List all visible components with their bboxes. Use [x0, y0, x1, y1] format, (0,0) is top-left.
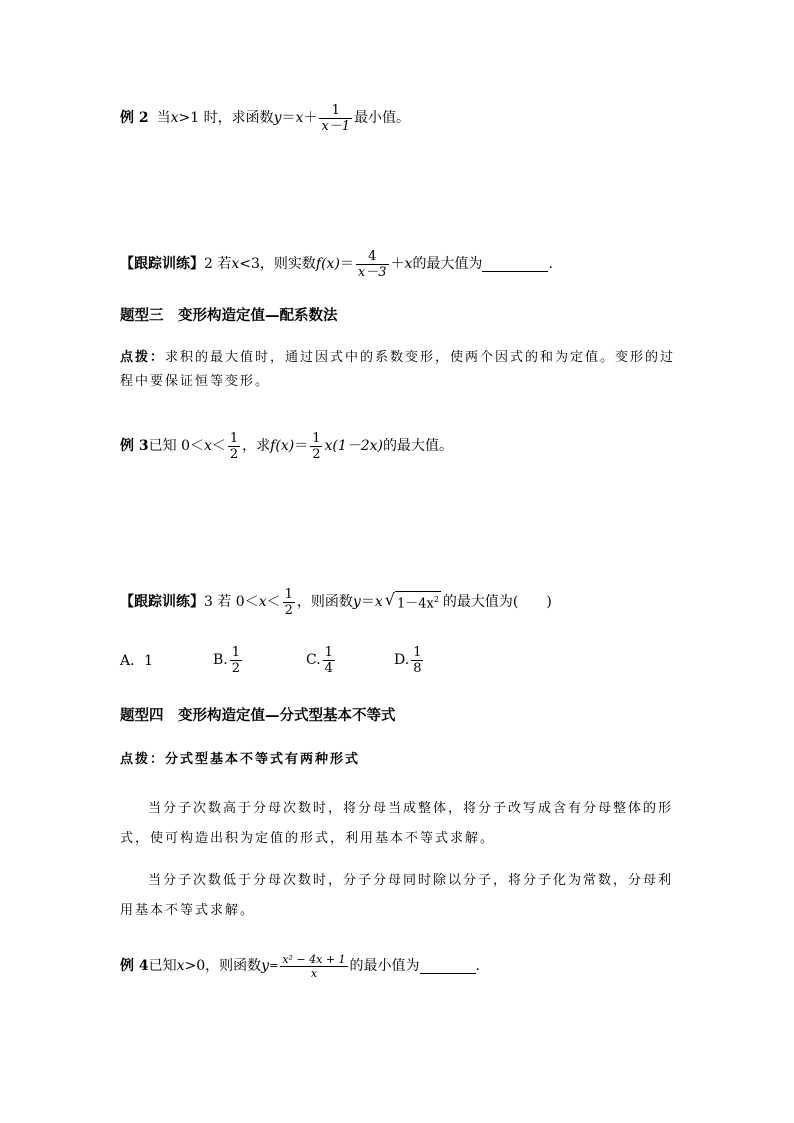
var-y: y	[261, 958, 270, 974]
example-2-text: >1 时，求函数	[178, 110, 274, 126]
example-4-label: 例 4	[120, 958, 149, 974]
square-root	[385, 591, 441, 612]
radical-sign-icon: √	[384, 590, 395, 610]
example-3-label: 例 3	[120, 438, 149, 454]
paragraph-1: 当分子次数高于分母次数时，将分母当成整体，将分子改写成含有分母整体的形式，使可构造出积为定值的形式，利用基本不等式求解。	[120, 801, 674, 846]
example-2-text: 最小值。	[354, 110, 411, 126]
numerator: 1	[413, 644, 422, 660]
tip-label: 点拨：	[120, 752, 166, 767]
example-4	[120, 944, 684, 988]
denominator: 2	[312, 446, 321, 462]
answer-blank[interactable]	[420, 959, 476, 974]
choice-label: B.	[213, 652, 228, 668]
example-2-text: 当	[156, 110, 171, 126]
exercise-text: ，则函数	[296, 594, 353, 610]
numerator: 1	[231, 644, 241, 660]
exercise-text: 3 若 0＜	[204, 594, 259, 610]
radicand: $1-4x^2$	[395, 591, 441, 612]
plus-sign: ＋	[390, 256, 405, 272]
function-fx: f(x)	[270, 438, 295, 454]
example-2	[120, 96, 684, 140]
numerator: 4	[368, 248, 377, 264]
fraction	[411, 645, 423, 676]
example-4-text: 的最小值为	[349, 958, 420, 974]
choice-label: D.	[394, 652, 410, 668]
exercise-text: 的最大值为( )	[442, 594, 552, 610]
denominator: 2	[229, 446, 239, 462]
choice-a[interactable]	[120, 640, 153, 680]
paragraph-2: 当分子次数低于分母次数时，分子分母同时除以分子，将分子化为常数，分母利用基本不等式求解。	[120, 873, 674, 918]
denominator: 2	[284, 602, 293, 618]
var-x: x	[374, 594, 383, 610]
example-2-label: 例 2	[120, 110, 149, 126]
denominator: 2	[231, 660, 241, 676]
exercise-text: 的最大值为	[412, 256, 483, 272]
example-4-text: 已知	[148, 958, 177, 974]
equals-sign: ＝	[294, 438, 309, 454]
tip-paragraph	[120, 346, 682, 394]
var-y: y	[352, 594, 361, 610]
equals-sign: ＝	[360, 594, 375, 610]
tracking-exercise-2	[120, 242, 684, 286]
fraction	[310, 431, 322, 462]
less-than: ＜	[266, 594, 281, 610]
var-x: x	[176, 958, 185, 974]
choice-d[interactable]	[394, 640, 425, 680]
fraction	[323, 645, 335, 676]
choice-c[interactable]	[306, 640, 337, 680]
var-y: y	[273, 110, 282, 126]
less-than: ＜	[211, 438, 226, 454]
exercise-text: 2 若	[204, 256, 232, 272]
numerator: 1	[284, 586, 293, 602]
denominator: x	[310, 966, 318, 980]
numerator: 1	[312, 430, 321, 446]
period: .	[548, 256, 553, 272]
choice-b[interactable]	[213, 640, 244, 680]
fraction	[319, 103, 352, 134]
choice-label: A．1	[120, 653, 154, 669]
numerator: x² − 4x + 1	[282, 952, 346, 966]
numerator: 1	[324, 644, 333, 660]
section-heading-type-3: 题型三 变形构造定值—配系数法	[120, 308, 338, 324]
exercise-text: <3，则实数	[239, 256, 316, 272]
period: .	[475, 958, 480, 974]
numerator: 1	[331, 102, 340, 118]
equals-sign: =	[269, 959, 279, 972]
denominator: x－3	[357, 264, 387, 280]
answer-blank[interactable]	[482, 257, 548, 272]
example-3-text: 的最大值。	[383, 438, 453, 454]
fraction	[280, 953, 347, 980]
var-x: x	[295, 110, 304, 126]
tip-label: 点拨：	[120, 350, 166, 365]
tracking-exercise-3	[120, 580, 684, 624]
example-3-text: 已知 0＜	[148, 438, 204, 454]
tracking-label: 【跟踪训练】	[120, 594, 204, 610]
example-4-text: >0，则函数	[184, 958, 262, 974]
fraction	[283, 587, 295, 618]
fraction	[230, 645, 242, 676]
tip-text: 求积的最大值时，通过因式中的系数变形，使两个因式的和为定值。变形的过程中要保证恒等变形。	[120, 350, 676, 389]
plus-sign: ＋	[303, 110, 318, 126]
tip-paragraph	[120, 748, 684, 772]
var-x: x	[170, 110, 179, 126]
tip-text: 分式型基本不等式有两种形式	[165, 752, 361, 767]
var-x: x	[258, 594, 267, 610]
var-x: x	[231, 256, 240, 272]
denominator: 4	[324, 660, 333, 676]
example-3-text: ，求	[242, 438, 271, 454]
denominator: x－1	[321, 118, 351, 134]
expression: x(1－2x)	[324, 438, 383, 454]
numerator: 1	[229, 430, 239, 446]
equals-sign: ＝	[339, 256, 354, 272]
var-x: x	[404, 256, 413, 272]
choice-label: C.	[306, 652, 321, 668]
var-x: x	[203, 438, 212, 454]
fraction	[356, 249, 389, 280]
fraction	[228, 431, 240, 462]
function-fx: f(x)	[315, 256, 340, 272]
example-3	[120, 424, 684, 468]
section-heading-type-4: 题型四 变形构造定值—分式型基本不等式	[120, 708, 396, 724]
tracking-label: 【跟踪训练】	[120, 256, 204, 272]
equals-sign: ＝	[281, 110, 296, 126]
denominator: 8	[413, 660, 422, 676]
